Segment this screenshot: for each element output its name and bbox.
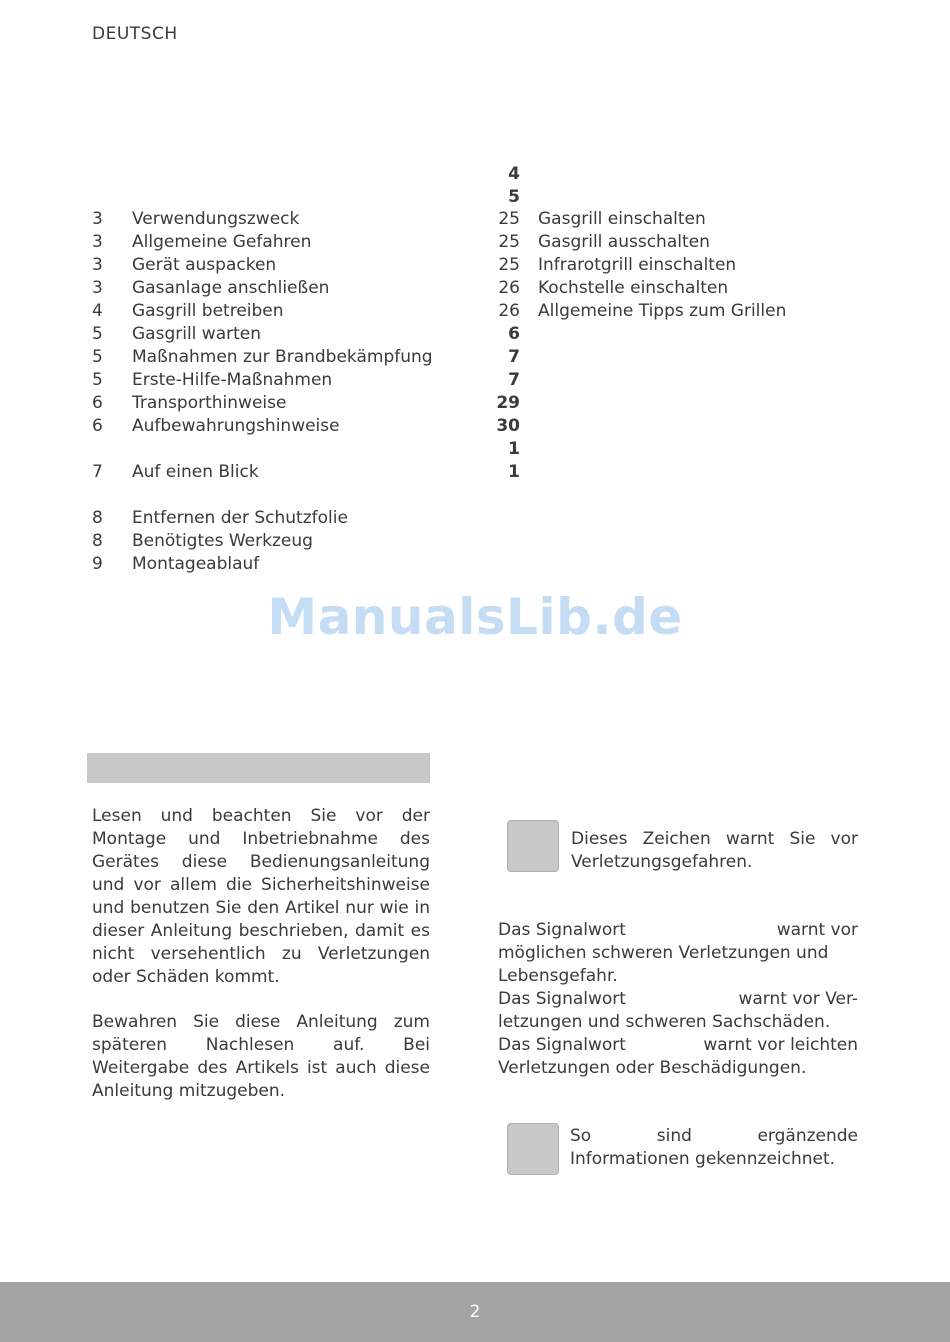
signal-word-label: Das Signalwort	[498, 989, 626, 1009]
info-icon-text: So sind ergänzende Informationen gekennzeichnet.	[570, 1126, 858, 1169]
signal-word-line	[498, 988, 858, 1011]
toc-title: Gasgrill betreiben	[132, 301, 284, 321]
intro-paragraph: Lesen und beachten Sie vor der Montage und Inbetriebnahme des Gerätes diese Bedienungsanleitung und vor allem die Sicherheitshinweise und benutzen Sie den Artikel nur wie in dieser Anleitung beschrieben, damit es nicht versehentlich zu Verletzungen oder Schäden kommt.	[92, 806, 430, 987]
toc-title: Entfernen der Schutzfolie	[132, 508, 348, 528]
toc-page: 9	[92, 554, 103, 574]
toc-title: Allgemeine Tipps zum Grillen	[538, 301, 787, 321]
toc-page-bold[interactable]: 1	[508, 439, 520, 459]
toc-page-bold[interactable]: 30	[496, 416, 520, 436]
toc-page: 7	[92, 462, 103, 482]
toc-page: 5	[92, 324, 103, 344]
toc-page: 5	[92, 370, 103, 390]
toc-page: 4	[92, 301, 103, 321]
signal-word-desc: warnt vor Ver-	[738, 989, 858, 1009]
toc-title: Maßnahmen zur Brandbekämpfung	[132, 347, 433, 367]
toc-page-bold[interactable]: 1	[508, 462, 520, 482]
toc-page-bold[interactable]: 7	[508, 370, 520, 390]
toc-page: 6	[92, 393, 103, 413]
toc-title: Auf einen Blick	[132, 462, 259, 482]
signal-word-label: Das Signalwort	[498, 1035, 626, 1055]
toc-page: 3	[92, 209, 103, 229]
toc-page: 3	[92, 232, 103, 252]
signal-word-line	[498, 919, 858, 942]
toc-title: Gasgrill ausschalten	[538, 232, 710, 252]
toc-page: 3	[92, 278, 103, 298]
toc-page: 8	[92, 508, 103, 528]
warning-icon-text: Dieses Zeichen warnt Sie vor Verletzungsgefahren.	[571, 829, 858, 872]
signal-word-text: letzungen und schweren Sachschäden.	[498, 1012, 831, 1032]
toc-page-bold[interactable]: 6	[508, 324, 520, 344]
signal-word-text: Verletzungen oder Beschädigungen.	[498, 1058, 807, 1078]
toc-title: Benötigtes Werkzeug	[132, 531, 313, 551]
toc-page: 26	[498, 278, 520, 298]
toc-page-bold[interactable]: 29	[496, 393, 520, 413]
toc-title: Allgemeine Gefahren	[132, 232, 312, 252]
toc-title: Gasanlage anschließen	[132, 278, 330, 298]
toc-page: 25	[498, 209, 520, 229]
page-number: 2	[469, 1302, 481, 1322]
language-label: DEUTSCH	[92, 24, 178, 44]
toc-page: 6	[92, 416, 103, 436]
toc-page: 3	[92, 255, 103, 275]
signal-word-desc: warnt vor leichten	[703, 1035, 858, 1055]
toc-title: Gasgrill warten	[132, 324, 262, 344]
section-heading-bar	[87, 753, 430, 783]
toc-title: Infrarotgrill einschalten	[538, 255, 737, 275]
toc-title: Transporthinweise	[132, 393, 287, 413]
watermark: ManualsLib.de	[267, 588, 683, 646]
signal-word-text: Lebensgefahr.	[498, 966, 618, 986]
signal-word-line	[498, 1034, 858, 1057]
toc-title: Gasgrill einschalten	[538, 209, 706, 229]
signal-word-label: Das Signalwort	[498, 920, 626, 940]
info-icon	[507, 1123, 559, 1175]
toc-page-bold[interactable]: 4	[508, 164, 520, 184]
toc-page: 25	[498, 232, 520, 252]
toc-page: 5	[92, 347, 103, 367]
keep-manual-paragraph: Bewahren Sie diese Anleitung zum späteren Nachlesen auf. Bei Weitergabe des Artikels ist auch diese Anleitung mitzugeben.	[92, 1012, 430, 1101]
toc-page: 26	[498, 301, 520, 321]
toc-page-bold[interactable]: 5	[508, 187, 520, 207]
toc-page-bold[interactable]: 7	[508, 347, 520, 367]
warning-icon	[507, 820, 559, 872]
toc-title: Gerät auspacken	[132, 255, 277, 275]
toc-title: Verwendungszweck	[132, 209, 300, 229]
toc-page: 25	[498, 255, 520, 275]
toc-title: Montageablauf	[132, 554, 260, 574]
signal-word-desc: warnt vor	[776, 920, 858, 940]
signal-word-text: möglichen schweren Verletzungen und	[498, 943, 829, 963]
toc-title: Kochstelle einschalten	[538, 278, 729, 298]
toc-title: Erste-Hilfe-Maßnahmen	[132, 370, 333, 390]
toc-title: Aufbewahrungshinweise	[132, 416, 340, 436]
toc-page: 8	[92, 531, 103, 551]
